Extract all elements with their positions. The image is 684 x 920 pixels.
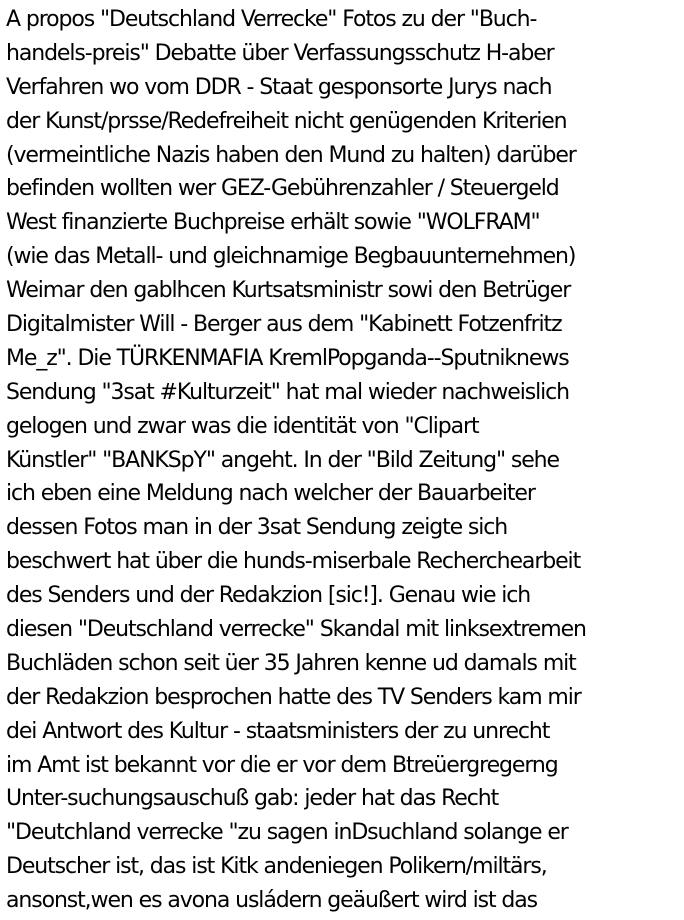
- text-line: befinden wollten wer GEZ-Gebührenzahler / Steuergeld: [6, 176, 559, 202]
- text-line: West finanzierte Buchpreise erhält sowie "WOLFRAM": [6, 210, 540, 236]
- text-line: Buchläden schon seit üer 35 Jahren kenne ud damals mit: [6, 650, 576, 676]
- text-line: des Senders und der Redakzion [sic!]. Genau wie ich: [6, 583, 531, 609]
- text-line: Me_z". Die TÜRKENMAFIA KremlPopganda--Sputniknews: [6, 345, 569, 371]
- text-line: diesen "Deutschland verrecke" Skandal mit linksextremen: [6, 617, 586, 643]
- text-line: dei Antwort des Kultur - staatsministers der zu unrecht: [6, 718, 550, 744]
- text-line: Sendung "3sat #Kulturzeit" hat mal wieder nachweislich: [6, 379, 569, 405]
- text-line: Digitalmister Will - Berger aus dem "Kabinett Fotzenfritz: [6, 312, 562, 338]
- text-line: A propos "Deutschland Verrecke" Fotos zu der "Buch-: [6, 7, 537, 32]
- text-line: ich eben eine Meldung nach welcher der Bauarbeiter: [6, 481, 535, 507]
- text-line: gelogen und zwar was die identität von "Clipart: [6, 413, 479, 439]
- text-line: ansonst,wen es avona usládern geäußert wird ist das: [6, 888, 538, 914]
- text-line: Künstler" "BANKSpY" angeht. In der "Bild Zeitung" sehe: [6, 447, 559, 473]
- body-text: [6, 3, 682, 918]
- text-line: dessen Fotos man in der 3sat Sendung zeigte sich: [6, 515, 508, 541]
- text-line: im Amt ist bekannt vor die er vor dem Btreüergregerng: [6, 752, 558, 778]
- text-line: der Redakzion besprochen hatte des TV Senders kam mir: [6, 684, 581, 710]
- text-line: Verfahren wo vom DDR - Staat gesponsorte Jurys nach: [6, 74, 552, 100]
- text-line: (wie das Metall- und gleichnamige Begbauunternehmen): [6, 244, 576, 270]
- text-line: beschwert hat über die hunds-miserbale Recherchearbeit: [6, 549, 581, 575]
- text-line: der Kunst/prsse/Redefreiheit nicht genügenden Kriterien: [6, 108, 567, 134]
- text-line: handels-preis" Debatte über Verfassungsschutz H-aber: [6, 40, 554, 66]
- text-line: Unter-suchungsauschuß gab: jeder hat das Recht: [6, 786, 499, 812]
- text-line: "Deutchland verrecke "zu sagen inDsuchland solange er: [6, 820, 568, 846]
- text-line: Weimar den gablhcen Kurtsatsministr sowi den Betrüger: [6, 278, 571, 304]
- text-line: (vermeintliche Nazis haben den Mund zu halten) darüber: [6, 142, 576, 168]
- text-line: Deutscher ist, das ist Kitk andeniegen Polikern/miltärs,: [6, 854, 547, 880]
